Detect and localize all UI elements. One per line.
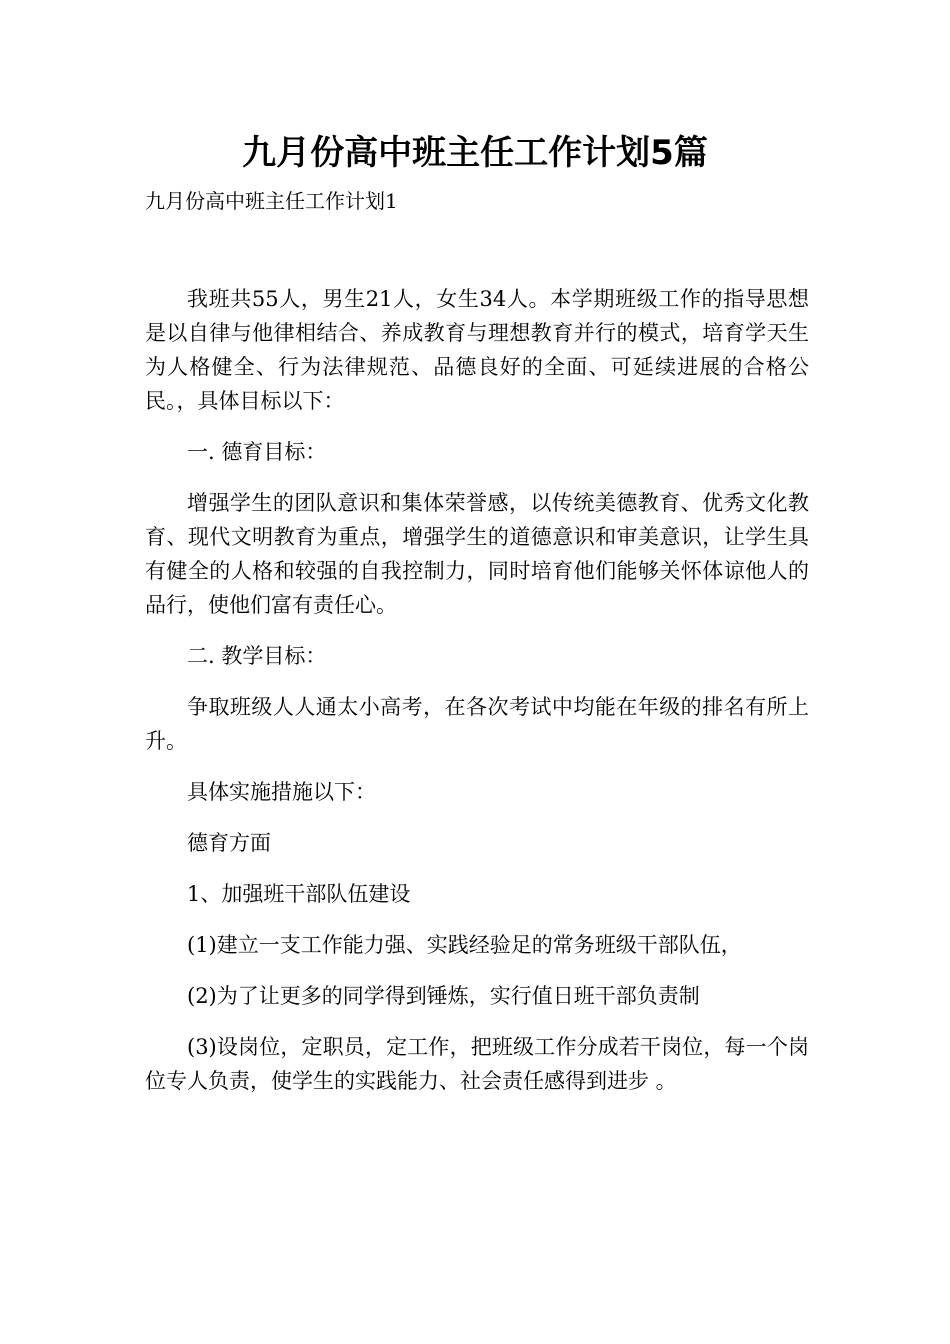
document-body [145,282,809,1115]
heading-moral-goals: 一. 德育目标： [187,440,327,464]
paragraph-moral-goals: 增强学生的团队意识和集体荣誉感，以传统美德教育、优秀文化教育、现代文明教育为重点，增强学生的道德意识和审美意识，让学生具有健全的人格和较强的自我控制力，同时培育他们能够关怀体谅他人的品行，使他们富有责任心。 [145,491,809,617]
paragraph-class-overview: 我班共55人，男生21人，女生34人。本学期班级工作的指导思想是以自律与他律相结合、养成教育与理想教育并行的模式，培育学天生为人格健全、行为法律规范、品德良好的全面、可延续进展的合格公民。，具体目标以下： [145,287,809,413]
list-item-1-2: (2)为了让更多的同学得到锤炼，实行值日班干部负责制 [187,984,700,1008]
heading-measures: 具体实施措施以下： [187,780,376,804]
list-item-1: 1、加强班干部队伍建设 [187,882,411,906]
heading-teaching-goals: 二. 教学目标： [187,644,327,668]
list-item-1-1: (1)建立一支工作能力强、实践经验足的常务班级干部队伍， [187,933,742,957]
document-title: 九月份高中班主任工作计划5篇 [242,133,708,173]
heading-moral-aspect: 德育方面 [187,831,271,855]
document-subtitle: 九月份高中班主任工作计划1 [145,189,398,213]
paragraph-teaching-goals: 争取班级人人通太小高考，在各次考试中均能在年级的排名有所上升。 [145,695,809,753]
list-item-1-3: (3)设岗位，定职员，定工作，把班级工作分成若干岗位，每一个岗位专人负责，使学生的实践能力、社会责任感得到进步 。 [145,1035,809,1093]
